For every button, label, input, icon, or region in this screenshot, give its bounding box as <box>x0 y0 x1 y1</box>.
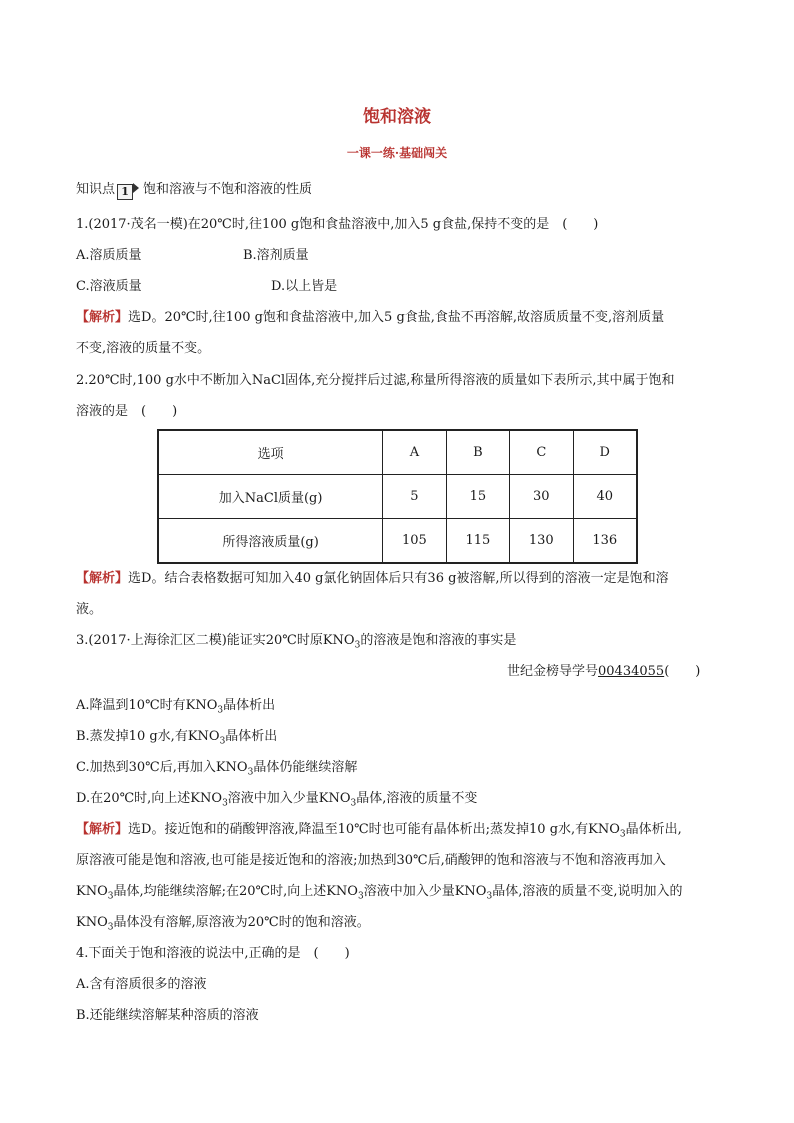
subscript: 3 <box>354 640 361 651</box>
q3-analysis-line2: 原溶液可能是饱和溶液,也可能是接近饱和的溶液;加热到30℃后,硝酸钾的饱和溶液与不饱和溶液再加入 <box>76 853 666 868</box>
table-cell: 130 <box>510 519 573 564</box>
subscript: 3 <box>357 891 364 902</box>
analysis-text-mid: 晶体,均能继续溶解;在20℃时,向上述KNO <box>113 884 358 899</box>
option-text-end: 晶体,溶液的质量不变 <box>356 791 478 806</box>
q1-analysis-line1 <box>76 309 664 327</box>
analysis-text: 选D。接近饱和的硝酸钾溶液,降温至10℃时也可能有晶体析出;蒸发掉10 g水,有KNO <box>128 822 620 837</box>
page-subtitle: 一课一练·基础闯关 <box>346 146 448 160</box>
q1-analysis-text: 选D。20℃时,往100 g饱和食盐溶液中,加入5 g食盐,食盐不再溶解,故溶质质量不变,溶剂质量 <box>128 310 665 325</box>
q1-analysis-line2: 不变,溶液的质量不变。 <box>76 341 211 356</box>
subscript: 3 <box>107 922 114 933</box>
option-text-end: 晶体析出 <box>225 729 278 744</box>
table-row <box>158 430 637 475</box>
table-cell: 5 <box>383 475 446 519</box>
q2-data-table <box>157 429 638 564</box>
q1-option-a: A.溶质质量 <box>76 248 142 263</box>
q3-stem-text: 3.(2017·上海徐汇区二模)能证实20℃时原KNO <box>76 633 355 648</box>
analysis-tag: 【解析】 <box>76 822 129 837</box>
q2-stem-line2: 溶液的是 ( ) <box>76 404 178 419</box>
subscript: 3 <box>486 891 493 902</box>
q2-stem-line1: 2.20℃时,100 g水中不断加入NaCl固体,充分搅拌后过滤,称量所得溶液的质量如下表所示,其中属于饱和 <box>76 373 675 388</box>
table-cell: 加入NaCl质量(g) <box>158 475 383 519</box>
knowledge-point-text: 饱和溶液与不饱和溶液的性质 <box>143 182 313 197</box>
table-cell: 15 <box>446 475 509 519</box>
analysis-text-end: 晶体,溶液的质量不变,说明加入的 <box>492 884 683 899</box>
answer-paren: ( ) <box>664 664 701 679</box>
q3-analysis-line1 <box>76 821 682 844</box>
table-cell: D <box>573 430 637 475</box>
q3-option-d <box>76 790 477 813</box>
reference-number: 00434055 <box>598 664 665 679</box>
q1-option-b: B.溶剂质量 <box>243 248 309 263</box>
analysis-text: KNO <box>76 884 108 899</box>
page-title: 饱和溶液 <box>363 107 431 127</box>
subscript: 3 <box>107 891 114 902</box>
q2-analysis-text: 选D。结合表格数据可知加入40 g氯化钠固体后只有36 g被溶解,所以得到的溶液一定是饱和溶 <box>128 571 669 586</box>
table-cell: C <box>510 430 573 475</box>
analysis-tag: 【解析】 <box>76 310 129 325</box>
option-text-mid: 溶液中加入少量KNO <box>227 791 351 806</box>
q3-analysis-line4 <box>76 914 370 937</box>
q1-option-d: D.以上皆是 <box>271 279 338 294</box>
knowledge-point-heading <box>76 181 312 200</box>
knowledge-point-number: 1 <box>117 184 133 200</box>
analysis-text-end: 晶体没有溶解,原溶液为20℃时的饱和溶液。 <box>113 915 370 930</box>
q3-stem-text-end: 的溶液是饱和溶液的事实是 <box>360 633 517 648</box>
subscript: 3 <box>350 798 357 809</box>
analysis-text: KNO <box>76 915 108 930</box>
knowledge-point-prefix: 知识点 <box>76 182 116 197</box>
table-cell: 136 <box>573 519 637 564</box>
q4-option-b: B.还能继续溶解某种溶质的溶液 <box>76 1008 259 1023</box>
table-cell: 105 <box>383 519 446 564</box>
subscript: 3 <box>222 798 228 809</box>
option-text: D.在20℃时,向上述KNO <box>76 791 223 806</box>
q1-stem: 1.(2017·茂名一模)在20℃时,往100 g饱和食盐溶液中,加入5 g食盐,保持不变的是 ( ) <box>76 217 599 232</box>
option-text-end: 晶体仍能继续溶解 <box>253 760 358 775</box>
analysis-tag: 【解析】 <box>76 571 129 586</box>
table-row <box>158 475 637 519</box>
q2-analysis-line2: 液。 <box>76 602 103 617</box>
subscript: 3 <box>247 767 254 778</box>
q2-analysis-line1 <box>76 570 669 588</box>
option-text: B.蒸发掉10 g水,有KNO <box>76 729 220 744</box>
table-cell: 选项 <box>158 430 383 475</box>
option-text: A.降温到10℃时有KNO <box>76 698 218 713</box>
play-arrow-icon <box>133 183 139 193</box>
subscript: 3 <box>619 829 626 840</box>
table-cell: 115 <box>446 519 509 564</box>
option-text-end: 晶体析出 <box>223 698 276 713</box>
reference-label: 世纪金榜导学号 <box>507 664 599 679</box>
analysis-text-mid2: 溶液中加入少量KNO <box>363 884 487 899</box>
table-cell: 40 <box>573 475 637 519</box>
analysis-text-end: 晶体析出, <box>625 822 682 837</box>
q4-option-a: A.含有溶质很多的溶液 <box>76 977 207 992</box>
q3-reference <box>507 663 700 681</box>
q1-option-c: C.溶液质量 <box>76 279 142 294</box>
q3-analysis-line3 <box>76 883 682 906</box>
table-row <box>158 519 637 564</box>
q3-stem <box>76 632 516 655</box>
table-cell: 所得溶液质量(g) <box>158 519 383 564</box>
q3-option-b <box>76 728 277 751</box>
q3-option-a <box>76 697 275 720</box>
table-cell: B <box>446 430 509 475</box>
q3-option-c <box>76 759 357 782</box>
subscript: 3 <box>217 705 224 716</box>
option-text: C.加热到30℃后,再加入KNO <box>76 760 248 775</box>
subscript: 3 <box>219 736 226 747</box>
table-cell: A <box>383 430 446 475</box>
table-cell: 30 <box>510 475 573 519</box>
q4-stem: 4.下面关于饱和溶液的说法中,正确的是 ( ) <box>76 946 350 961</box>
